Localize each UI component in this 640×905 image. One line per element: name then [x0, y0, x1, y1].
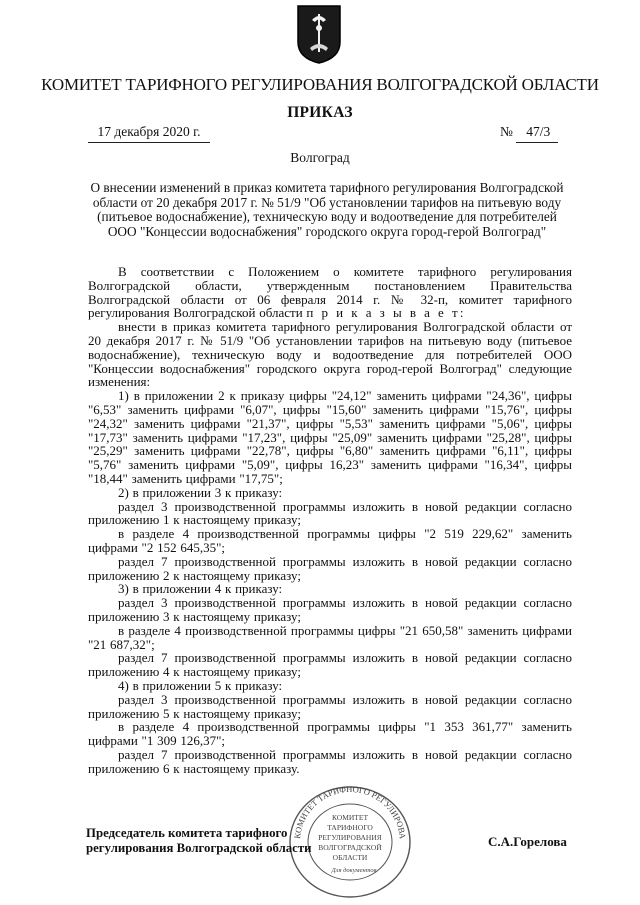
- seal-line: РЕГУЛИРОВАНИЯ: [318, 833, 382, 842]
- preamble-text: В соответствии с Положением о комитете тарифного регулирования Волгоградской области, утвержденным постановлением Правительства Волгоградской области от 06 февраля 2014 г. № 32-п, комитет тарифного регулирования Волгоградской области: [88, 264, 572, 321]
- seal-line: Для документов: [331, 867, 377, 874]
- list-item: раздел 3 производственной программы изложить в новой редакции согласно приложению 3 к настоящему приказу;: [88, 595, 572, 624]
- list-item: 3) в приложении 4 к приказу:: [118, 581, 283, 597]
- list-item: в разделе 4 производственной программы цифры "2 519 229,62" заменить цифрами "2 152 645,35";: [88, 526, 572, 555]
- position-line: регулирования Волгоградской области: [86, 840, 312, 855]
- seal-line: ТАРИФНОГО: [327, 823, 373, 832]
- number-underline: [516, 142, 558, 143]
- preamble-paragraph: [88, 265, 572, 320]
- list-item: раздел 3 производственной программы изложить в новой редакции согласно приложению 5 к настоящему приказу;: [88, 691, 572, 721]
- intro-paragraph: внести в приказ комитета тарифного регулирования Волгоградской области от 20 декабря 2017 г. № 51/9 "Об установлении тарифов на питьевую воду (питьевое водоснабжение), техническую воду и водоотведение для потребителей ООО "Концессии водоснабжения" городского округа город-герой Волгоград" следующие изменения:: [88, 319, 572, 390]
- seal-line: ОБЛАСТИ: [332, 853, 368, 862]
- list-item: раздел 3 производственной программы изложить в новой редакции согласно приложению 1 к настоящему приказу;: [88, 498, 572, 528]
- list-item: раздел 7 производственной программы изложить в новой редакции согласно приложению 4 к настоящему приказу;: [88, 650, 572, 680]
- city: Волгоград: [290, 150, 350, 165]
- order-number: 47/3: [526, 124, 551, 139]
- list-item: раздел 7 производственной программы изложить в новой редакции согласно приложению 2 к настоящему приказу;: [88, 553, 572, 583]
- seal-line: КОМИТЕТ: [331, 813, 369, 822]
- order-date: 17 декабря 2020 г.: [97, 124, 201, 139]
- document-type: ПРИКАЗ: [287, 104, 353, 121]
- orders-word: п р и к а з ы в а е т:: [306, 305, 466, 321]
- list-item: в разделе 4 производственной программы цифры "1 353 361,77" заменить цифрами "1 309 126,37";: [88, 719, 572, 749]
- number-label: №: [500, 124, 513, 139]
- order-body: [88, 265, 572, 775]
- date-underline: [88, 142, 210, 143]
- coat-of-arms-icon: [296, 4, 342, 64]
- list-item: 1) в приложении 2 к приказу цифры "24,12" заменить цифрами "24,36", цифры "6,53" заменить цифрами "6,07", цифры "15,60" заменить цифрами "15,76", цифры "24,32" заменить цифрами "21,37", цифры "5,53" заменить цифрами "5,06", цифры "17,73" заменить цифрами "17,23", цифры "25,09" заменить цифрами "25,28", цифры "25,29" заменить цифрами "22,78", цифры "6,80" заменить цифрами "6,11", цифры "5,76" заменить цифрами "5,09", цифры 16,23" заменить цифрами "16,34", цифры "18,44" заменить цифрами "17,75";: [88, 388, 572, 486]
- list-item: раздел 7 производственной программы изложить в новой редакции согласно приложению 6 к настоящему приказу.: [88, 746, 572, 776]
- list-item: 2) в приложении 3 к приказу:: [118, 484, 283, 500]
- order-subject: О внесении изменений в приказ комитета тарифного регулирования Волгоградской области от 20 декабря 2017 г. № 51/9 "Об установлении тарифов на питьевую воду (питьевое водоснабжение), техническую воду и водоотведение для потребителей ООО "Концессии водоснабжения" городского округа город-герой Волгоград": [90, 180, 564, 239]
- list-item: в разделе 4 производственной программы цифры "21 650,58" заменить цифрами "21 687,32";: [88, 622, 572, 652]
- position-line: Председатель комитета тарифного: [86, 826, 288, 840]
- signatory-position: [86, 826, 316, 855]
- list-item: 4) в приложении 5 к приказу:: [118, 677, 283, 693]
- signatory-name: С.А.Горелова: [488, 834, 567, 849]
- seal-ring-text: КОМИТЕТ ТАРИФНОГО РЕГУЛИРОВА: [292, 783, 408, 840]
- committee-title: КОМИТЕТ ТАРИФНОГО РЕГУЛИРОВАНИЯ ВОЛГОГРАДСКОЙ ОБЛАСТИ: [41, 75, 599, 94]
- seal-line: ВОЛГОГРАДСКОЙ: [318, 843, 382, 852]
- order-number-block: [500, 124, 550, 140]
